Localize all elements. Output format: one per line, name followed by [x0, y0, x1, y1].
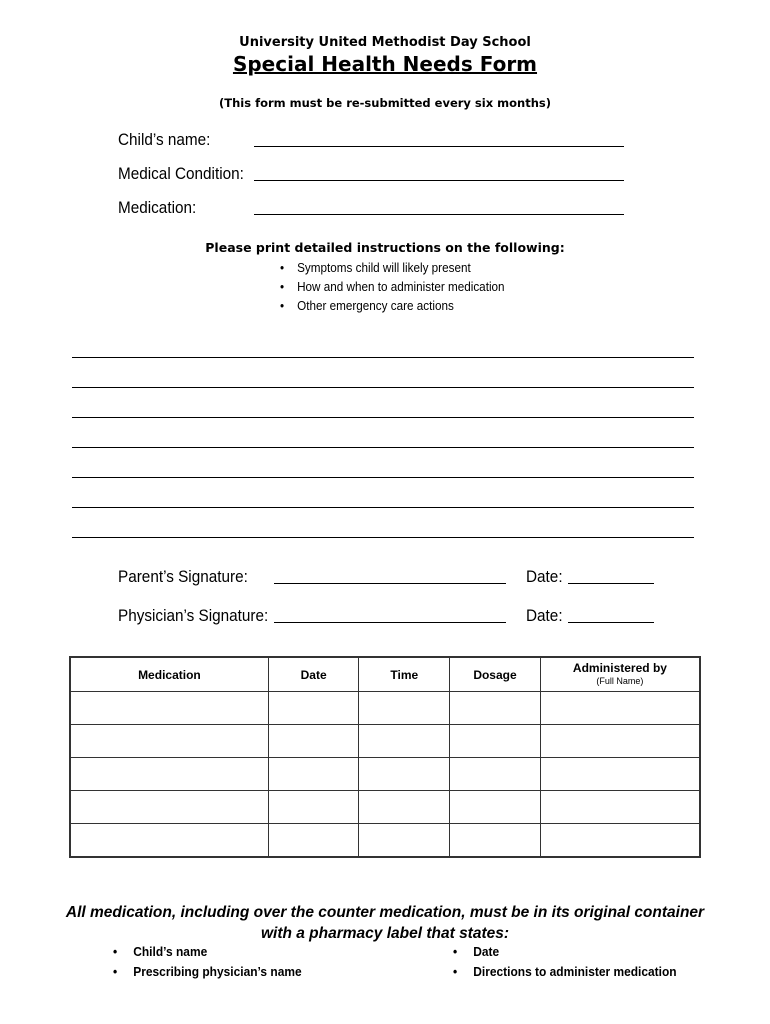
child-name-blank[interactable] — [254, 146, 624, 147]
medication-container-note — [0, 902, 770, 944]
medication-blank[interactable] — [254, 214, 624, 215]
physician-date-blank[interactable] — [568, 622, 654, 623]
label-requirements-right — [453, 944, 696, 984]
physician-signature-label: Physician’s Signature: — [118, 606, 269, 625]
list-item: • Directions to administer medication — [453, 964, 677, 984]
instructions-writing-line[interactable] — [72, 357, 694, 358]
note-line: All medication, including over the counter medication, must be in its original container — [65, 904, 705, 921]
table-cell[interactable] — [450, 692, 541, 725]
table-cell[interactable] — [359, 725, 450, 758]
column-header-medication: Medication — [70, 657, 268, 692]
list-item: • Date — [453, 944, 677, 964]
label-requirements-left — [113, 944, 318, 984]
table-cell[interactable] — [359, 758, 450, 791]
parent-date-blank[interactable] — [568, 583, 654, 584]
table-row — [70, 725, 700, 758]
table-cell[interactable] — [450, 758, 541, 791]
table-cell[interactable] — [450, 791, 541, 824]
column-header-administered-by — [540, 657, 700, 692]
instructions-writing-line[interactable] — [72, 507, 694, 508]
parent-signature-blank[interactable] — [274, 583, 506, 584]
table-cell[interactable] — [359, 692, 450, 725]
table-cell[interactable] — [268, 758, 359, 791]
instructions-writing-line[interactable] — [72, 387, 694, 388]
school-name: University United Methodist Day School — [239, 35, 531, 50]
column-header-dosage: Dosage — [450, 657, 541, 692]
form-title: Special Health Needs Form — [232, 52, 538, 76]
table-cell[interactable] — [540, 791, 700, 824]
table-cell[interactable] — [268, 791, 359, 824]
column-header-date: Date — [268, 657, 359, 692]
medical-condition-label: Medical Condition: — [118, 164, 244, 183]
table-row — [70, 758, 700, 791]
table-cell[interactable] — [359, 824, 450, 858]
medical-condition-blank[interactable] — [254, 180, 624, 181]
table-cell[interactable] — [70, 824, 268, 858]
table-row — [70, 791, 700, 824]
child-name-label: Child’s name: — [118, 130, 211, 149]
list-item: • Symptoms child will likely present — [280, 260, 505, 279]
table-cell[interactable] — [70, 725, 268, 758]
parent-date-label: Date: — [526, 567, 563, 586]
table-row — [70, 692, 700, 725]
instructions-heading: Please print detailed instructions on the following: — [205, 240, 565, 255]
instructions-writing-line[interactable] — [72, 417, 694, 418]
list-item: • Child’s name — [113, 944, 302, 964]
list-item: • How and when to administer medication — [280, 279, 505, 298]
administered-by-label: Administered by — [572, 660, 667, 675]
column-header-time: Time — [359, 657, 450, 692]
full-name-note: (Full Name) — [596, 675, 644, 686]
table-cell[interactable] — [70, 791, 268, 824]
list-item: • Prescribing physician’s name — [113, 964, 302, 984]
physician-signature-blank[interactable] — [274, 622, 506, 623]
medication-log-table — [69, 656, 701, 858]
table-cell[interactable] — [268, 692, 359, 725]
table-cell[interactable] — [450, 824, 541, 858]
physician-date-label: Date: — [526, 606, 563, 625]
parent-signature-label: Parent’s Signature: — [118, 567, 248, 586]
note-line: with a pharmacy label that states: — [260, 925, 510, 942]
table-cell[interactable] — [450, 725, 541, 758]
table-cell[interactable] — [70, 692, 268, 725]
table-cell[interactable] — [540, 758, 700, 791]
table-cell[interactable] — [268, 824, 359, 858]
medication-label: Medication: — [118, 198, 197, 217]
table-cell[interactable] — [540, 824, 700, 858]
table-header-row — [70, 657, 700, 692]
form-subtitle: (This form must be re-submitted every six months) — [219, 96, 551, 110]
instructions-writing-line[interactable] — [72, 447, 694, 448]
list-item: • Other emergency care actions — [280, 298, 505, 317]
table-row — [70, 824, 700, 858]
instructions-list — [280, 260, 530, 317]
table-cell[interactable] — [70, 758, 268, 791]
table-cell[interactable] — [540, 725, 700, 758]
instructions-writing-line[interactable] — [72, 537, 694, 538]
table-cell[interactable] — [540, 692, 700, 725]
instructions-writing-line[interactable] — [72, 477, 694, 478]
table-cell[interactable] — [268, 725, 359, 758]
table-cell[interactable] — [359, 791, 450, 824]
